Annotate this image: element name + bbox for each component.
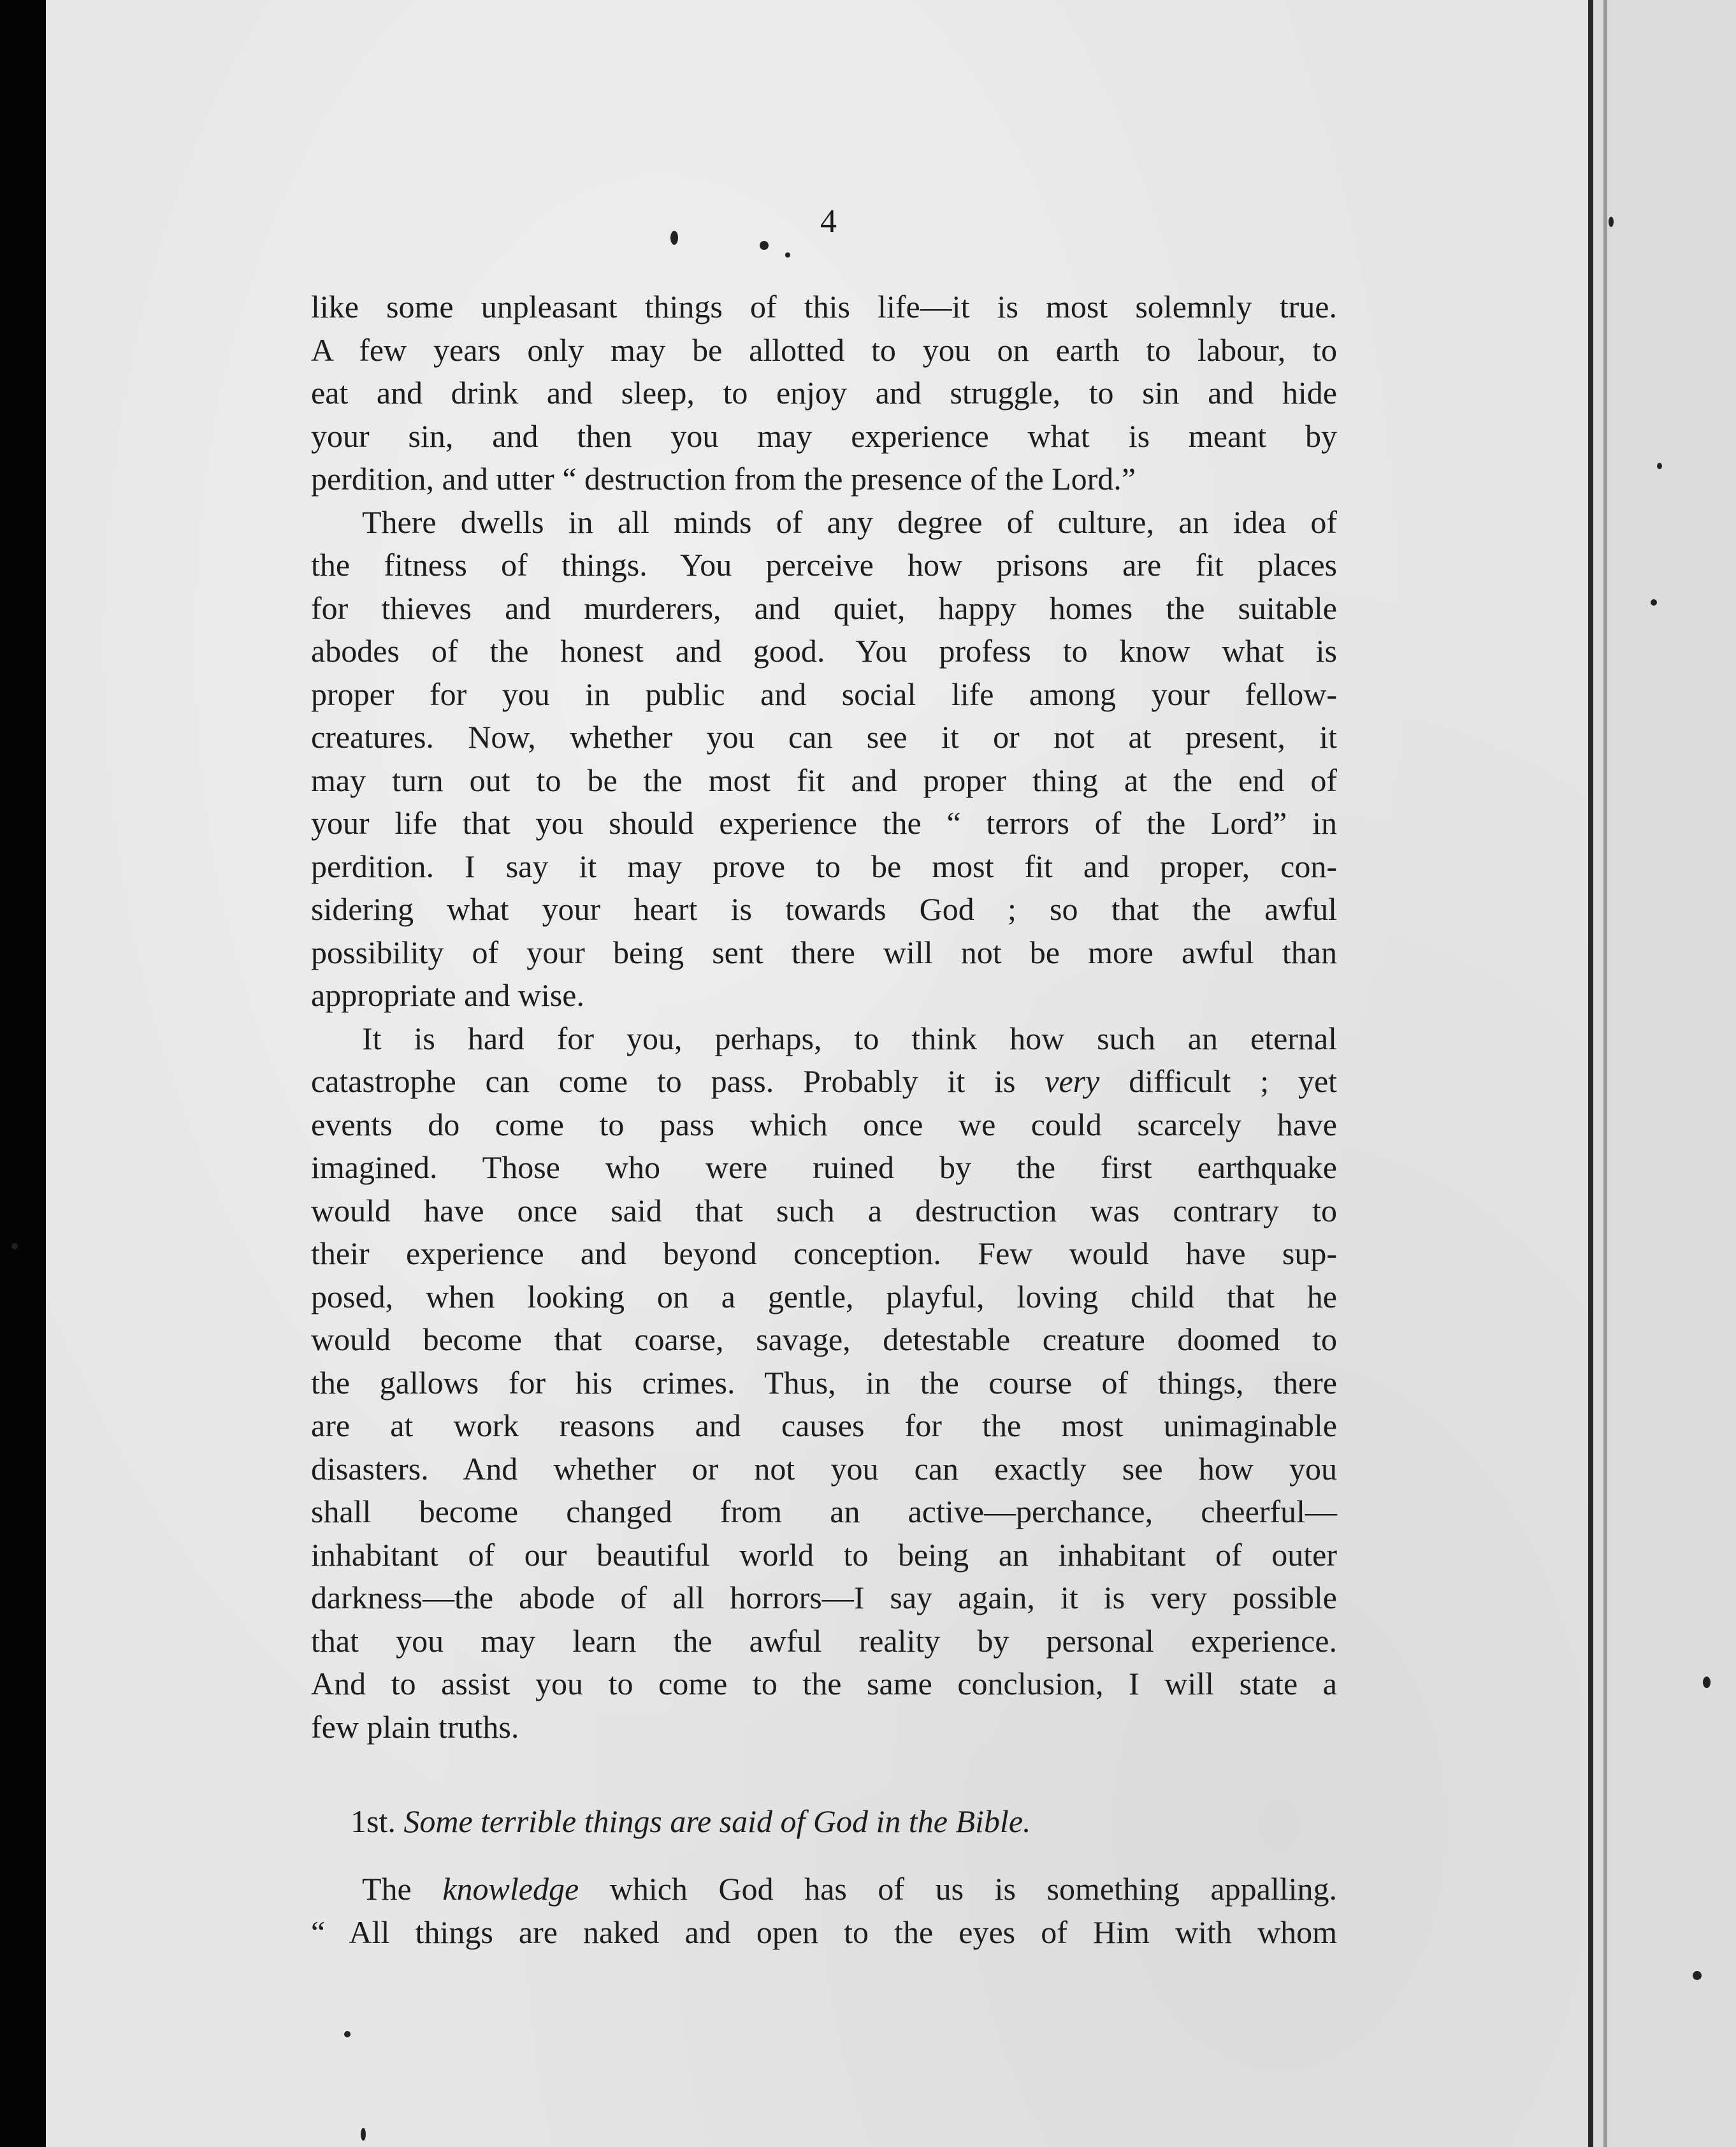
text-line-with-emphasis xyxy=(311,1060,1337,1103)
text-line: disasters. And whether or not you can exactly see how you xyxy=(311,1450,1337,1487)
text-line: A few years only may be allotted to you on earth to labour, to xyxy=(311,331,1337,368)
text-line: posed, when looking on a gentle, playful, loving child that he xyxy=(311,1278,1337,1314)
text-line: imagined. Those who were ruined by the first earthquake xyxy=(311,1149,1337,1185)
text-line: abodes of the honest and good. You profess to know what is xyxy=(311,633,1337,669)
text-line: And to assist you to come to the same conclusion, I will state a xyxy=(311,1666,1337,1701)
dust-speck xyxy=(1693,1971,1702,1980)
text-line: may turn out to be the most fit and proper thing at the end of xyxy=(311,762,1337,798)
text-line: sidering what your heart is towards God ; so that the awful xyxy=(311,891,1337,927)
text-line: perdition, and utter “ destruction from the presence of the Lord.” xyxy=(311,461,1136,497)
text-line: darkness—the abode of all horrors—I say again, it is very possible xyxy=(311,1580,1337,1615)
text-line: events do come to pass which once we could scarcely have xyxy=(311,1106,1337,1142)
text-segment: The xyxy=(362,1871,412,1907)
dust-speck xyxy=(760,241,769,250)
dust-speck xyxy=(1703,1677,1711,1688)
adjacent-page-edge xyxy=(1588,0,1736,2147)
section-heading xyxy=(351,1803,1031,1840)
text-line: perdition. I say it may prove to be most fit and proper, con- xyxy=(311,848,1337,884)
text-line: inhabitant of our beautiful world to being an inhabitant of outer xyxy=(311,1536,1337,1573)
text-line: “ All things are naked and open to the eyes of Him with whom xyxy=(311,1914,1337,1950)
text-line: for thieves and murderers, and quiet, happy homes the suitable xyxy=(311,590,1337,626)
body-text xyxy=(311,286,1337,1749)
text-line: creatures. Now, whether you can see it or not at present, it xyxy=(311,719,1337,755)
text-line: the gallows for his crimes. Thus, in the course of things, there xyxy=(311,1364,1337,1401)
section-number: 1st. xyxy=(351,1803,396,1839)
text-line: are at work reasons and causes for the most unimaginable xyxy=(311,1408,1337,1443)
text-line-with-emphasis xyxy=(311,1868,1337,1911)
text-segment: catastrophe can come to pass. Probably it is xyxy=(311,1063,1016,1099)
emphasis-very: very xyxy=(1045,1063,1100,1099)
section-title: Some terrible things are said of God in the Bible. xyxy=(403,1803,1031,1839)
text-line: It is hard for you, perhaps, to think how such an eternal xyxy=(362,1020,1337,1056)
page-gutter-line xyxy=(1603,0,1607,2147)
dust-speck xyxy=(11,1243,18,1249)
text-line: your life that you should experience the “ terrors of the Lord” in xyxy=(311,805,1337,841)
text-line: possibility of your being sent there will not be more awful than xyxy=(311,934,1337,970)
page-number: 4 xyxy=(820,203,837,240)
text-line: proper for you in public and social life among your fellow- xyxy=(311,676,1337,712)
text-line: few plain truths. xyxy=(311,1708,519,1745)
text-line: would have once said that such a destruction was contrary to xyxy=(311,1192,1337,1228)
dust-speck xyxy=(1651,599,1657,606)
text-segment: difficult ; yet xyxy=(1129,1063,1338,1099)
text-line: shall become changed from an active—perchance, cheerful— xyxy=(311,1494,1337,1529)
text-line: There dwells in all minds of any degree of culture, an idea of xyxy=(362,504,1337,540)
dust-speck xyxy=(344,2031,351,2037)
text-line: would become that coarse, savage, detestable creature doomed to xyxy=(311,1321,1337,1357)
text-line: your sin, and then you may experience what is meant by xyxy=(311,418,1337,454)
dust-speck xyxy=(670,231,678,245)
text-line: eat and drink and sleep, to enjoy and struggle, to sin and hide xyxy=(311,375,1337,411)
continuation-text xyxy=(311,1868,1337,1954)
text-line: their experience and beyond conception. Few would have sup- xyxy=(311,1235,1337,1271)
dust-speck xyxy=(361,2128,366,2141)
text-line: appropriate and wise. xyxy=(311,977,585,1013)
text-line: the fitness of things. You perceive how prisons are fit places xyxy=(311,547,1337,583)
text-line: like some unpleasant things of this life—it is most solemnly true. xyxy=(311,289,1337,324)
text-segment: which God has of us is something appalling. xyxy=(609,1871,1338,1907)
dust-speck xyxy=(1609,217,1614,227)
dust-speck xyxy=(1657,463,1662,469)
emphasis-knowledge: knowledge xyxy=(442,1871,579,1907)
text-line: that you may learn the awful reality by personal experience. xyxy=(311,1622,1337,1659)
dust-speck xyxy=(785,252,790,258)
